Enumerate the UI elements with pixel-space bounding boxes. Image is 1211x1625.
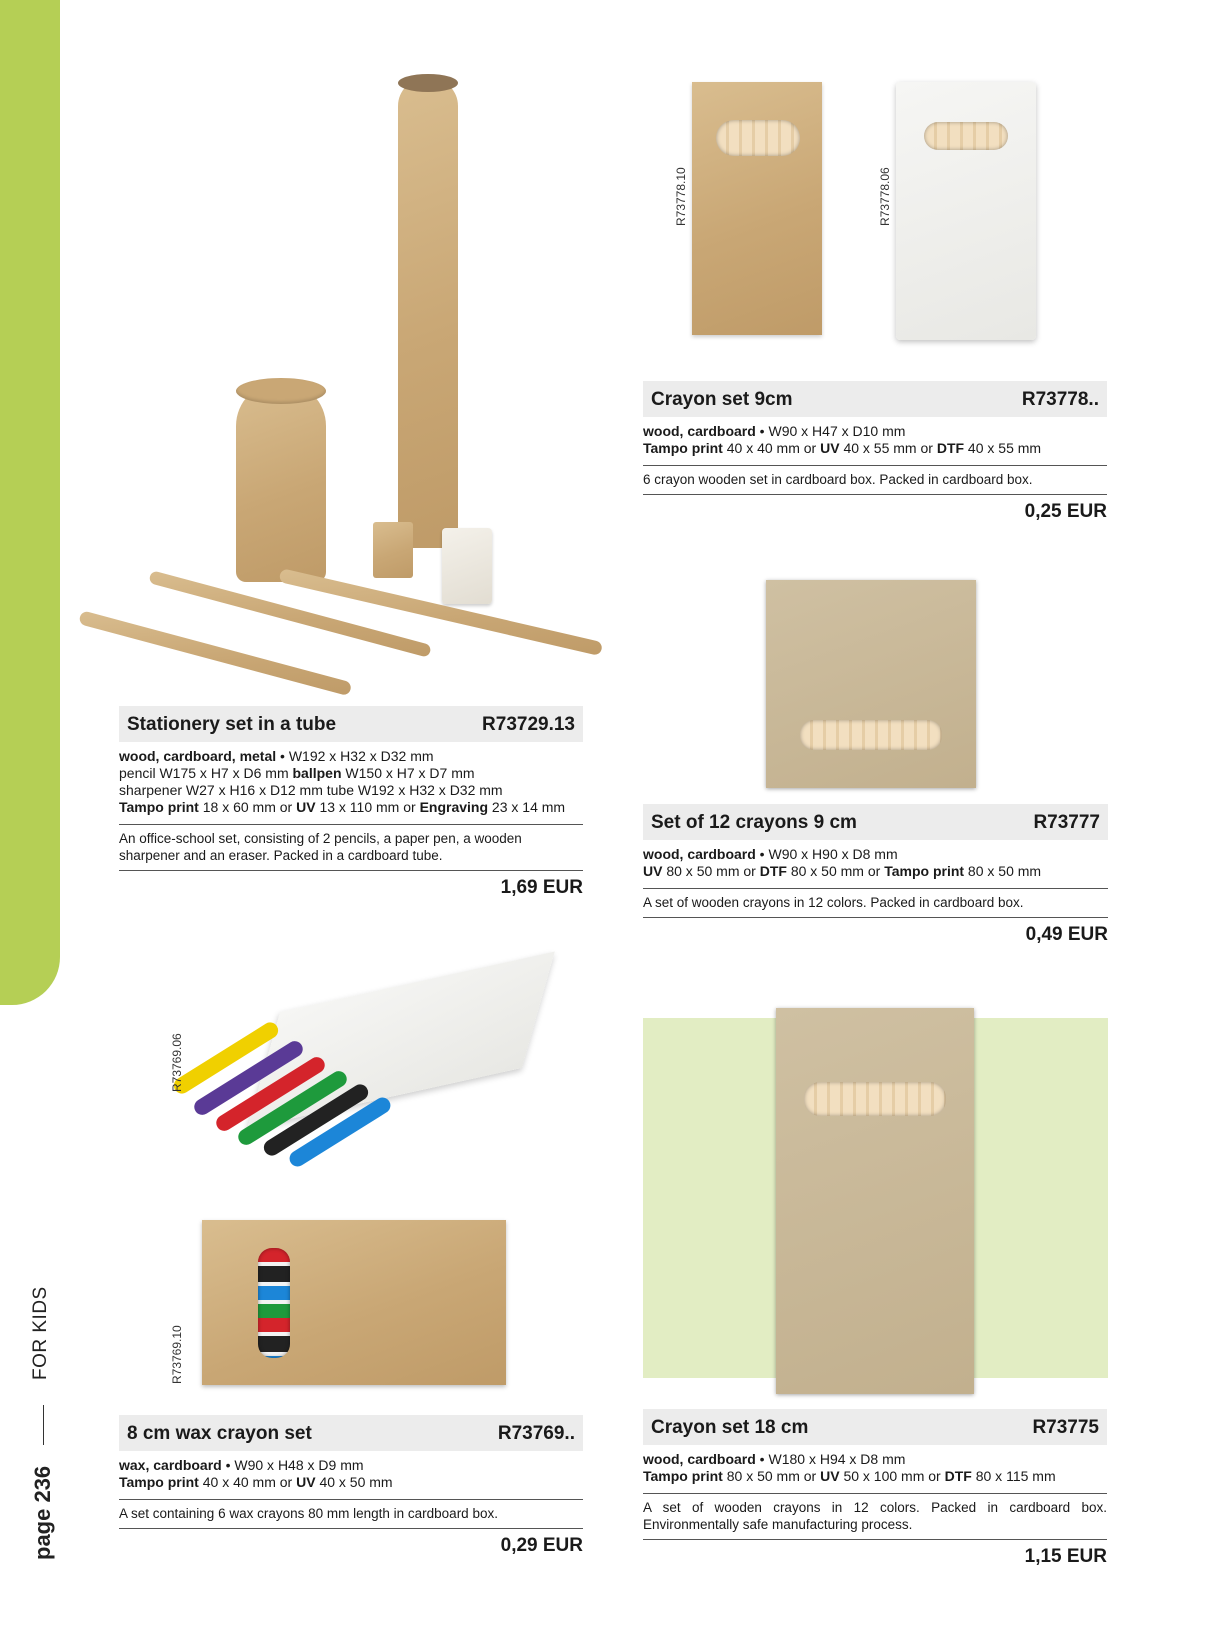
spec-label: UV <box>296 1474 316 1490</box>
spec-value: 80 x 115 mm <box>971 1468 1056 1484</box>
long-tube <box>398 78 458 548</box>
spec-label: wood, cardboard, metal <box>119 748 277 764</box>
spec-line <box>643 863 1108 880</box>
spec-value: sharpener W27 x H16 x D12 mm tube W192 x H32 x D32 mm <box>119 782 503 798</box>
product-price: 0,49 EUR <box>1025 924 1108 945</box>
spec-value: • W90 x H47 x D10 mm <box>755 423 906 439</box>
product-title-bar <box>119 1415 583 1451</box>
product-price: 1,15 EUR <box>1024 1546 1107 1567</box>
spec-label: wood, cardboard <box>643 423 756 439</box>
spec-value: pencil W175 x H7 x D6 mm <box>119 765 293 781</box>
product-name: Crayon set 9cm <box>651 388 793 410</box>
product-description: A set of wooden crayons in 12 colors. Packed in cardboard box. <box>643 895 1024 910</box>
section-color-tab <box>0 0 60 1005</box>
product-description: A set containing 6 wax crayons 80 mm length in cardboard box. <box>119 1506 498 1521</box>
spec-line <box>119 1457 583 1474</box>
product-price: 0,29 EUR <box>500 1535 583 1556</box>
product-crayon-set-18cm <box>643 1409 1107 1565</box>
spec-label: DTF <box>944 1468 972 1484</box>
spec-line <box>643 1468 1107 1485</box>
spec-line <box>643 846 1108 863</box>
product-code: R73729.13 <box>482 713 575 735</box>
spec-value: 40 x 40 mm or <box>198 1474 297 1490</box>
box-window-pencils <box>804 1082 946 1116</box>
variant-code: R73778.06 <box>878 167 892 226</box>
product-specs <box>643 1445 1107 1493</box>
product-description: 6 crayon wooden set in cardboard box. Packed in cardboard box. <box>643 472 1033 487</box>
crayon-18-box-image <box>776 1008 974 1394</box>
product-name: Set of 12 crayons 9 cm <box>651 811 857 833</box>
spec-value: • W90 x H48 x D9 mm <box>221 1457 364 1473</box>
product-name: 8 cm wax crayon set <box>127 1422 312 1444</box>
eraser <box>442 528 492 604</box>
spec-line <box>119 765 583 782</box>
crayon-box-kraft-image <box>692 82 822 335</box>
product-specs <box>643 840 1108 888</box>
spec-label: wood, cardboard <box>643 846 756 862</box>
product-description: A set of wooden crayons in 12 colors. Packed in cardboard box. Environmentally safe manufacturing process. <box>643 1500 1107 1532</box>
box-window-pencils <box>924 122 1008 150</box>
product-specs <box>119 1451 583 1499</box>
product-title-bar <box>643 381 1107 417</box>
stationery-tube-image <box>80 70 640 690</box>
variant-code: R73769.06 <box>170 1033 184 1092</box>
short-tube-top <box>236 378 326 404</box>
box-window-pencils <box>800 720 942 750</box>
spec-value: 23 x 14 mm <box>488 799 566 815</box>
spec-value: 80 x 50 mm or <box>786 863 885 879</box>
product-stationery-set-tube <box>119 706 583 896</box>
wax-crayon-white-box-image <box>156 940 536 1190</box>
product-set-12-crayons <box>643 804 1108 943</box>
wax-crayon-kraft-box-image <box>202 1220 506 1385</box>
ballpen <box>278 568 603 656</box>
spec-label: wax, cardboard <box>119 1457 222 1473</box>
crayon-box-white-image <box>896 82 1036 340</box>
crayon-12-box-image <box>766 580 976 788</box>
spec-value: 80 x 50 mm or <box>662 863 760 879</box>
spec-value: 18 x 60 mm or <box>198 799 297 815</box>
spec-label: Tampo print <box>119 799 199 815</box>
product-specs <box>119 742 583 824</box>
spec-line <box>119 748 583 765</box>
spec-line <box>643 1451 1107 1468</box>
spec-label: UV <box>296 799 316 815</box>
product-name: Stationery set in a tube <box>127 713 337 735</box>
spec-label: UV <box>643 863 663 879</box>
spec-value: 50 x 100 mm or <box>839 1468 945 1484</box>
spec-line <box>119 799 583 816</box>
spec-line <box>643 423 1107 440</box>
spec-value: W150 x H7 x D7 mm <box>341 765 475 781</box>
product-specs <box>643 417 1107 465</box>
page-number: page 236 <box>30 1465 55 1560</box>
spec-value: 80 x 50 mm <box>964 863 1042 879</box>
spec-label: DTF <box>936 440 965 456</box>
product-title-bar <box>643 804 1108 840</box>
spec-value: • W192 x H32 x D32 mm <box>276 748 434 764</box>
spec-label: UV <box>820 440 840 456</box>
spec-value: 40 x 55 mm <box>964 440 1042 456</box>
spec-value: 40 x 50 mm <box>315 1474 393 1490</box>
product-code: R73769.. <box>497 1422 575 1444</box>
spec-label: wood, cardboard <box>643 1451 756 1467</box>
spec-label: DTF <box>759 863 787 879</box>
product-code: R73777 <box>1033 811 1100 833</box>
spec-label: Tampo print <box>119 1474 199 1490</box>
box-window-crayons <box>258 1248 290 1358</box>
spec-label: Engraving <box>419 799 489 815</box>
product-description: An office-school set, consisting of 2 pencils, a paper pen, a wooden sharpener and an eraser. Packed in a cardboard tube. <box>119 831 522 863</box>
spec-line <box>119 1474 583 1491</box>
spec-value: • W90 x H90 x D8 mm <box>755 846 898 862</box>
spec-value: 13 x 110 mm or <box>315 799 420 815</box>
product-title-bar <box>643 1409 1107 1445</box>
spec-label: UV <box>820 1468 840 1484</box>
spec-line <box>119 782 583 799</box>
box-window-pencils <box>716 120 800 156</box>
sidebar-divider <box>43 1405 44 1445</box>
short-tube <box>236 382 326 582</box>
product-price: 1,69 EUR <box>500 877 583 898</box>
wooden-sharpener <box>373 522 413 578</box>
tube-opening <box>398 74 458 92</box>
product-name: Crayon set 18 cm <box>651 1416 809 1438</box>
product-wax-crayon-set <box>119 1415 583 1554</box>
product-code: R73775 <box>1032 1416 1099 1438</box>
spec-value: 80 x 50 mm or <box>722 1468 821 1484</box>
product-code: R73778.. <box>1021 388 1099 410</box>
spec-label: ballpen <box>292 765 342 781</box>
section-label: FOR KIDS <box>30 1286 51 1380</box>
spec-label: Tampo print <box>643 440 723 456</box>
spec-value: 40 x 55 mm or <box>839 440 937 456</box>
variant-code: R73778.10 <box>674 167 688 226</box>
product-title-bar <box>119 706 583 742</box>
spec-line <box>643 440 1107 457</box>
spec-value: • W180 x H94 x D8 mm <box>755 1451 906 1467</box>
product-price: 0,25 EUR <box>1024 501 1107 522</box>
product-crayon-set-9cm <box>643 381 1107 520</box>
variant-code: R73769.10 <box>170 1325 184 1384</box>
spec-label: Tampo print <box>643 1468 723 1484</box>
spec-label: Tampo print <box>884 863 965 879</box>
spec-value: 40 x 40 mm or <box>722 440 821 456</box>
